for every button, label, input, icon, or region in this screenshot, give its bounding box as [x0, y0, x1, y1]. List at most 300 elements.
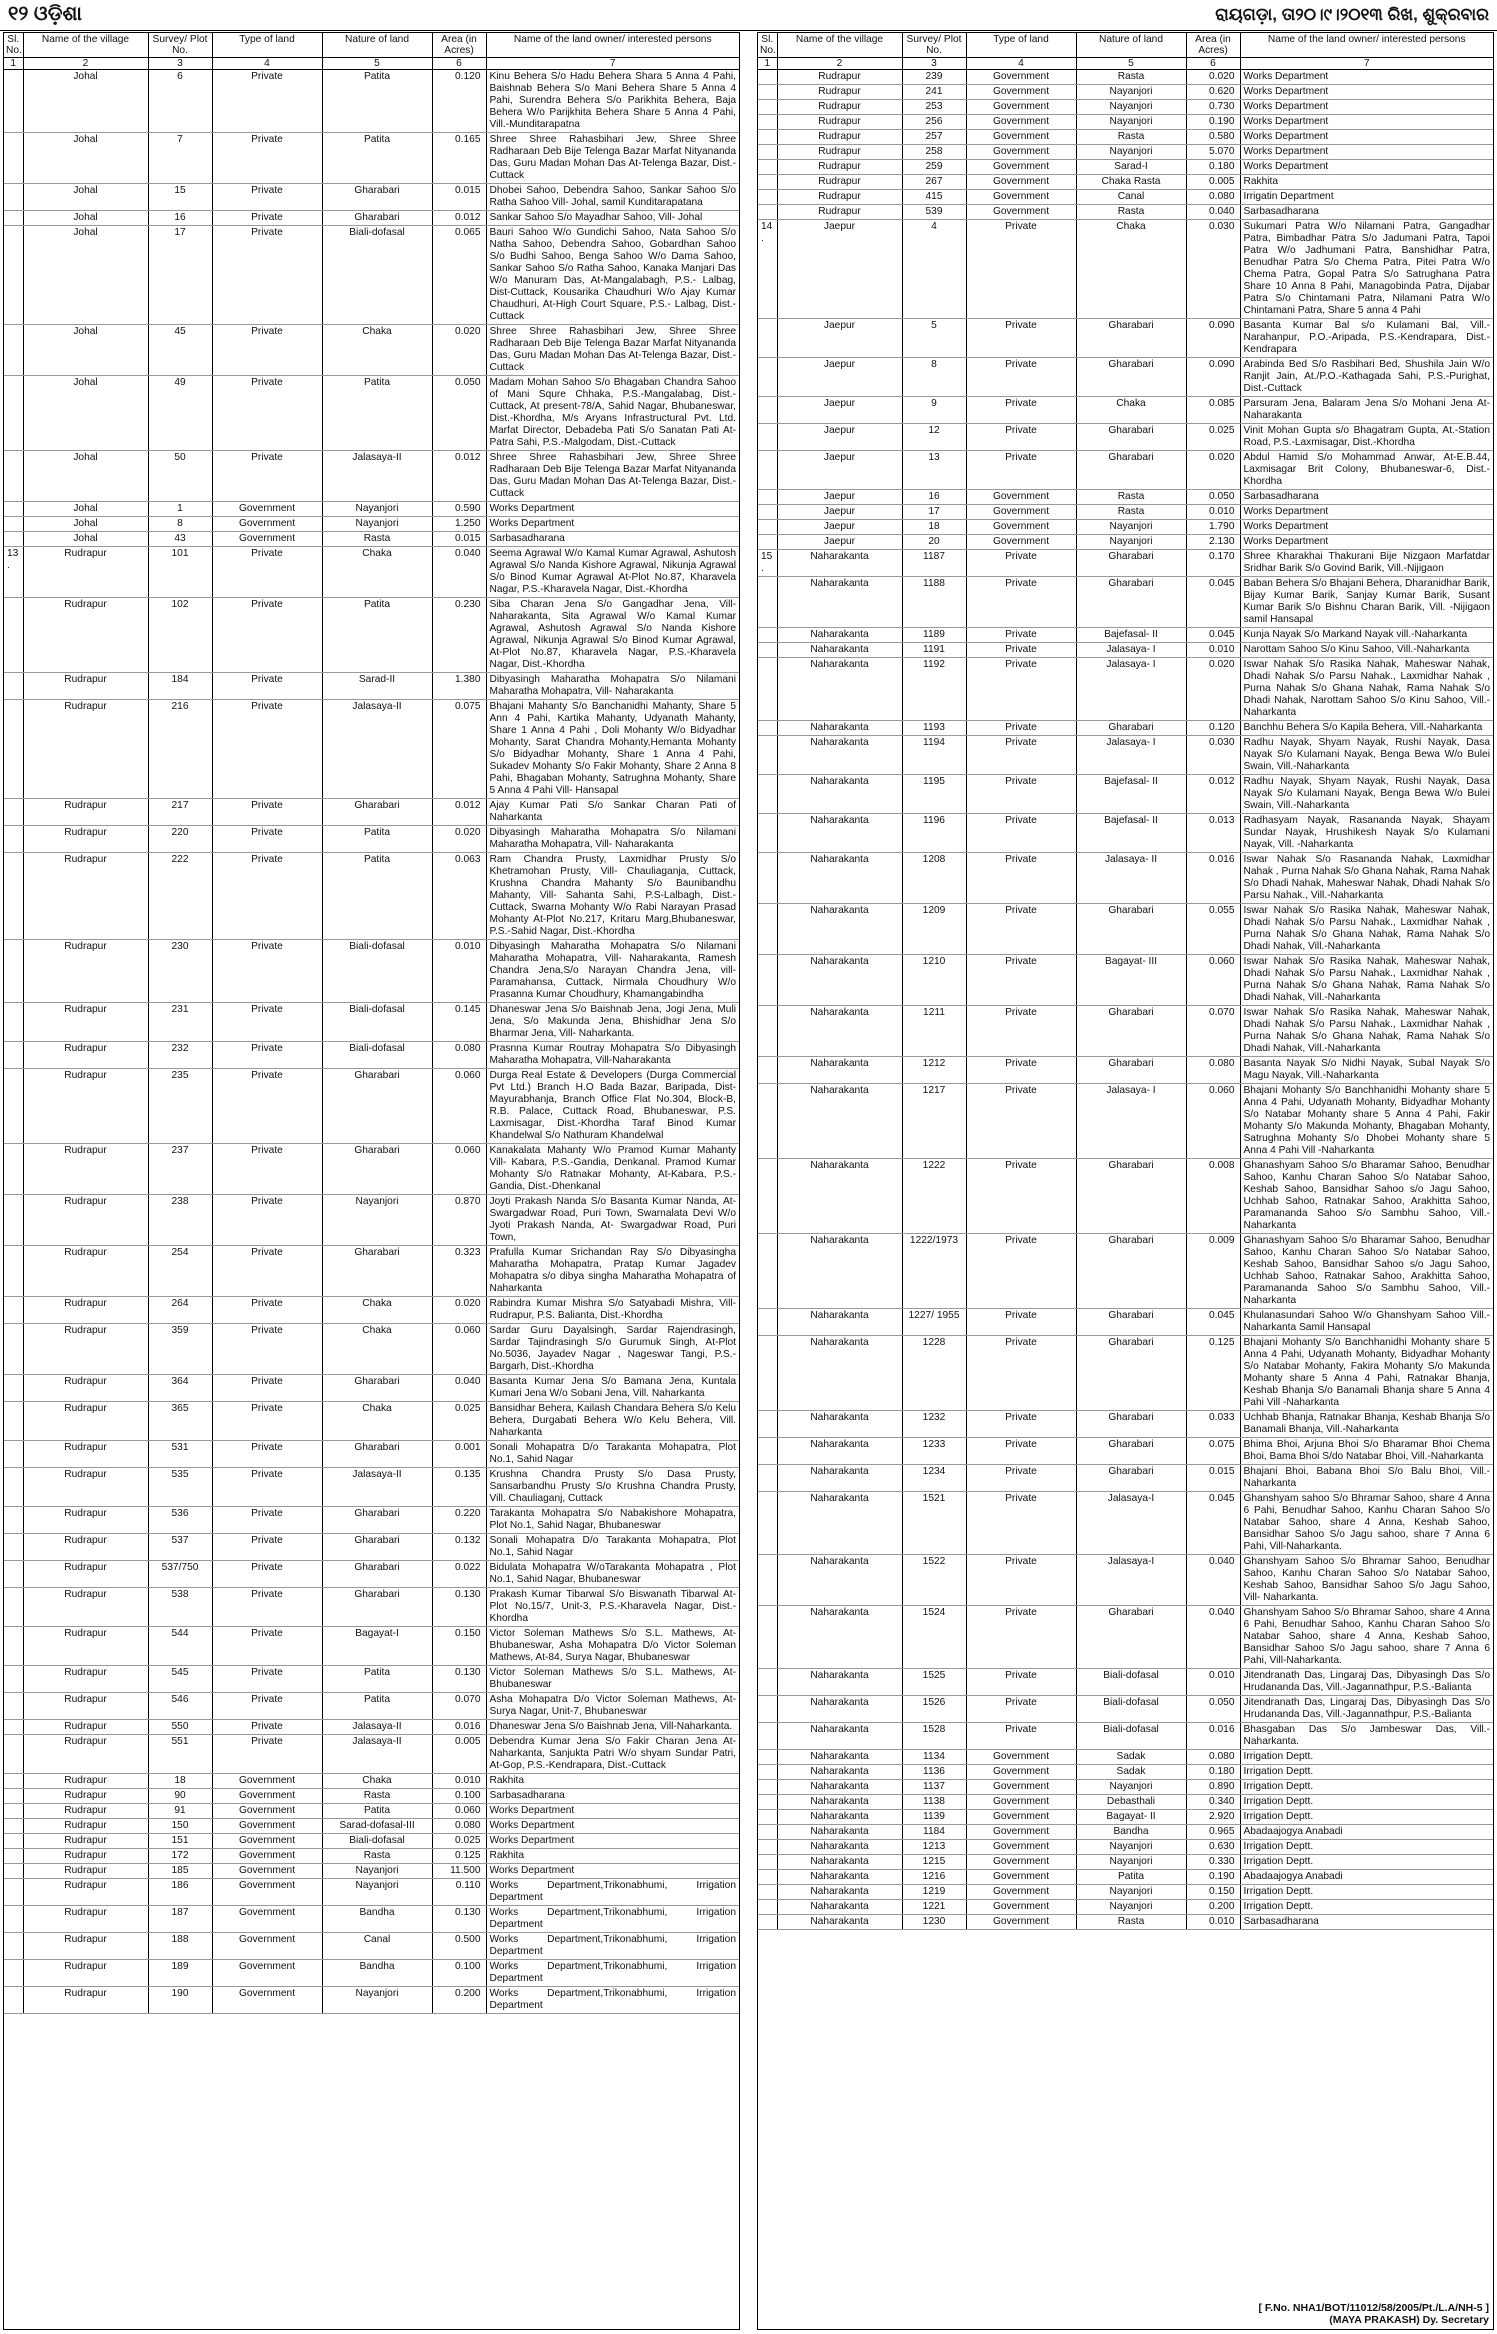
cell-owner: Works Department	[1240, 100, 1493, 115]
cell-area: 0.045	[1186, 577, 1240, 628]
cell-owner: Dhobei Sahoo, Debendra Sahoo, Sankar Sahoo S/o Ratha Sahoo Vill- Johal, samil Kunditarapatana	[486, 184, 739, 211]
cell-type: Private	[966, 1669, 1076, 1696]
cell-owner: Irrigation Deptt.	[1240, 1840, 1493, 1855]
cell-owner: Irrigation Deptt.	[1240, 1795, 1493, 1810]
cell-nature: Patita	[322, 70, 432, 133]
cell-sl	[758, 1438, 777, 1465]
cell-village: Rudrapur	[777, 175, 902, 190]
page-header	[0, 0, 1497, 31]
cell-type: Private	[212, 1144, 322, 1195]
table-row	[4, 184, 739, 211]
cell-nature: Nayanjori	[1076, 115, 1186, 130]
cell-type: Private	[212, 1507, 322, 1534]
cell-owner: Dhaneswar Jena S/o Baishnab Jena, Jogi Jena, Muli Jena, S/o Makunda Jena, Bhishidhar Jena S/o Bharmar Jena, Vill- Naharkanta.	[486, 1003, 739, 1042]
cell-nature: Biali-dofasal	[322, 1042, 432, 1069]
cell-type: Private	[966, 658, 1076, 721]
cell-nature: Bajefasal- II	[1076, 628, 1186, 643]
table-row	[4, 673, 739, 700]
cell-area: 0.080	[1186, 190, 1240, 205]
cell-type: Government	[966, 1825, 1076, 1840]
cell-nature: Bandha	[1076, 1825, 1186, 1840]
cell-nature: Biali-dofasal	[1076, 1669, 1186, 1696]
cell-type: Government	[966, 205, 1076, 220]
cell-area: 0.130	[432, 1588, 486, 1627]
cell-area: 0.110	[432, 1879, 486, 1906]
cell-owner: Works Department	[1240, 520, 1493, 535]
cell-plot: 185	[148, 1864, 212, 1879]
table-row	[758, 1006, 1493, 1057]
cell-owner: Dibyasingh Maharatha Mohapatra S/o Nilamani Maharatha Mohapatra, Vill- Naharakanta, Ramesh Chandra Jena,S/o Narayan Chandra Jena, vill- Paramahansa, Cuttack, Nirmala Choudhury W/o Prasanna Kumar Choudhury, Khamangabindha	[486, 940, 739, 1003]
cell-nature: Chaka Rasta	[1076, 175, 1186, 190]
cell-type: Private	[966, 220, 1076, 319]
cell-owner: Krushna Chandra Prusty S/o Dasa Prusty, Sansarbandhu Prusty S/o Krushna Chandra Prusty, Vill. Chauliaganj, Cuttack	[486, 1468, 739, 1507]
cell-nature: Gharabari	[322, 1375, 432, 1402]
cell-nature: Gharabari	[1076, 1438, 1186, 1465]
cell-owner: Bidulata Mohapatra W/oTarakanta Mohapatra , Plot No.1, Sahid Nagar, Bhubaneswar	[486, 1561, 739, 1588]
cell-sl	[758, 1234, 777, 1309]
cell-area: 0.130	[432, 1906, 486, 1933]
cell-village: Rudrapur	[23, 598, 148, 673]
cell-sl	[4, 1297, 23, 1324]
cell-owner: Banchhu Behera S/o Kapila Behera, Vill.-Naharkanta	[1240, 721, 1493, 736]
cell-sl	[4, 940, 23, 1003]
cell-area: 0.130	[432, 1666, 486, 1693]
cell-sl	[4, 1246, 23, 1297]
cell-nature: Chaka	[322, 1402, 432, 1441]
cell-nature: Rasta	[1076, 70, 1186, 85]
cell-sl	[758, 451, 777, 490]
cell-plot: 538	[148, 1588, 212, 1627]
cell-owner: Works Department	[1240, 115, 1493, 130]
table-row	[4, 1879, 739, 1906]
cell-sl	[758, 904, 777, 955]
cell-sl	[758, 85, 777, 100]
cell-nature: Jalasaya-II	[322, 1720, 432, 1735]
cell-village: Rudrapur	[23, 826, 148, 853]
cell-village: Rudrapur	[23, 1864, 148, 1879]
table-row	[758, 319, 1493, 358]
table-row	[758, 505, 1493, 520]
cell-area: 0.010	[1186, 1915, 1240, 1930]
cell-type: Government	[966, 1765, 1076, 1780]
cell-area: 0.170	[1186, 550, 1240, 577]
cell-village: Jaepur	[777, 535, 902, 550]
table-row	[758, 1810, 1493, 1825]
cell-village: Naharakanta	[777, 1840, 902, 1855]
cell-owner: Works Department	[486, 1834, 739, 1849]
cell-nature: Gharabari	[322, 184, 432, 211]
table-row	[4, 1069, 739, 1144]
cell-type: Private	[212, 1693, 322, 1720]
cell-owner: Radhasyam Nayak, Rasananda Nayak, Shayam Sundar Nayak, Hrushikesh Nayak S/o Kulamani Nayak, Vill. -Naharkanta	[1240, 814, 1493, 853]
cell-type: Government	[966, 1810, 1076, 1825]
cell-plot: 6	[148, 70, 212, 133]
cell-village: Naharakanta	[777, 1795, 902, 1810]
col-num: 5	[1076, 58, 1186, 70]
col-num: 3	[902, 58, 966, 70]
cell-sl	[758, 535, 777, 550]
cell-sl	[4, 1534, 23, 1561]
cell-owner: Works Department,Trikonabhumi, Irrigation Department	[486, 1906, 739, 1933]
cell-type: Private	[966, 904, 1076, 955]
cell-sl	[758, 1159, 777, 1234]
cell-type: Government	[966, 160, 1076, 175]
cell-type: Government	[212, 1774, 322, 1789]
cell-plot: 1209	[902, 904, 966, 955]
cell-sl	[758, 1669, 777, 1696]
cell-sl	[758, 160, 777, 175]
cell-plot: 531	[148, 1441, 212, 1468]
cell-village: Rudrapur	[23, 1534, 148, 1561]
cell-area: 0.012	[1186, 775, 1240, 814]
cell-plot: 1526	[902, 1696, 966, 1723]
cell-village: Naharakanta	[777, 1006, 902, 1057]
cell-owner: Bansidhar Behera, Kailash Chandara Behera S/o Kelu Behera, Durgabati Behera W/o Kelu Behera, Vill. Naharkanta	[486, 1402, 739, 1441]
cell-nature: Gharabari	[322, 1561, 432, 1588]
table-row	[758, 535, 1493, 550]
cell-owner: Rakhita	[486, 1774, 739, 1789]
cell-village: Naharakanta	[777, 1411, 902, 1438]
cell-nature: Gharabari	[1076, 1234, 1186, 1309]
cell-plot: 550	[148, 1720, 212, 1735]
cell-village: Naharakanta	[777, 775, 902, 814]
cell-village: Rudrapur	[23, 1834, 148, 1849]
cell-owner: Works Department,Trikonabhumi, Irrigation Department	[486, 1987, 739, 2014]
cell-area: 0.012	[432, 799, 486, 826]
cell-area: 11.500	[432, 1864, 486, 1879]
table-row	[4, 1906, 739, 1933]
cell-type: Private	[966, 1006, 1076, 1057]
cell-sl	[4, 700, 23, 799]
cell-owner: Irrigatin Department	[1240, 190, 1493, 205]
cell-plot: 101	[148, 547, 212, 598]
cell-type: Government	[966, 520, 1076, 535]
cell-village: Jaepur	[777, 505, 902, 520]
cell-type: Private	[212, 1402, 322, 1441]
cell-village: Rudrapur	[23, 1042, 148, 1069]
cell-village: Rudrapur	[23, 1720, 148, 1735]
cell-area: 0.075	[432, 700, 486, 799]
cell-village: Rudrapur	[23, 799, 148, 826]
cell-area: 0.065	[432, 226, 486, 325]
cell-sl	[4, 211, 23, 226]
cell-area: 0.010	[432, 940, 486, 1003]
cell-plot: 1524	[902, 1606, 966, 1669]
table-row	[758, 1825, 1493, 1840]
table-row	[4, 1774, 739, 1789]
table-row	[758, 1555, 1493, 1606]
table-row	[4, 853, 739, 940]
table-row	[4, 1735, 739, 1774]
cell-owner: Works Department	[1240, 160, 1493, 175]
cell-nature: Chaka	[322, 1774, 432, 1789]
cell-area: 0.020	[432, 826, 486, 853]
cell-area: 0.060	[1186, 1084, 1240, 1159]
cell-owner: Victor Soleman Mathews S/o S.L. Mathews, At-Bhubaneswar	[486, 1666, 739, 1693]
cell-type: Private	[212, 211, 322, 226]
cell-nature: Gharabari	[1076, 358, 1186, 397]
cell-owner: Shree Shree Rahasbihari Jew, Shree Shree Radharaan Deb Bije Telenga Bazar Marfat Nityananda Das, Guru Madan Mohan Das At-Telenga Bazar, Dist.-Cuttack	[486, 133, 739, 184]
cell-plot: 237	[148, 1144, 212, 1195]
cell-owner: Abdul Hamid S/o Mohammad Anwar, At-E.B.44, Laxmisagar Brit Colony, Bhubaneswar-6, Dist.-Khordha	[1240, 451, 1493, 490]
cell-sl	[758, 1606, 777, 1669]
cell-owner: Iswar Nahak S/o Rasika Nahak, Maheswar Nahak, Dhadi Nahak S/o Parsu Nahak., Laxmidhar Nahak , Purna Nahak S/o Ghana Nahak, Rama Nahak S/o Dhadi Nahak, Vill.-Naharkanta	[1240, 904, 1493, 955]
table-row	[4, 1960, 739, 1987]
cell-area: 0.630	[1186, 1840, 1240, 1855]
cell-type: Private	[966, 775, 1076, 814]
cell-type: Government	[966, 1795, 1076, 1810]
cell-plot: 364	[148, 1375, 212, 1402]
cell-nature: Jalasaya- II	[1076, 853, 1186, 904]
cell-sl	[4, 1324, 23, 1375]
cell-owner: Prafulla Kumar Srichandan Ray S/o Dibyasingha Maharatha Mohapatra, Pratap Kumar Jagadev Mohapatra s/o dibya singha Maharatha Mohapatra of Naharkanta	[486, 1246, 739, 1297]
cell-type: Private	[966, 451, 1076, 490]
cell-nature: Jalasaya- I	[1076, 1084, 1186, 1159]
cell-nature: Rasta	[1076, 130, 1186, 145]
cell-type: Government	[212, 1849, 322, 1864]
cell-village: Rudrapur	[23, 1324, 148, 1375]
col-num: 6	[1186, 58, 1240, 70]
table-row	[4, 70, 739, 133]
cell-type: Private	[212, 673, 322, 700]
cell-plot: 18	[902, 520, 966, 535]
col-nature: Nature of land	[322, 33, 432, 58]
cell-area: 0.730	[1186, 100, 1240, 115]
cell-type: Private	[966, 1465, 1076, 1492]
cell-village: Rudrapur	[23, 1789, 148, 1804]
cell-plot: 90	[148, 1789, 212, 1804]
cell-village: Naharakanta	[777, 1885, 902, 1900]
cell-plot: 4	[902, 220, 966, 319]
cell-area: 0.620	[1186, 85, 1240, 100]
cell-type: Government	[212, 1879, 322, 1906]
cell-sl	[758, 505, 777, 520]
cell-sl	[4, 853, 23, 940]
cell-type: Private	[966, 1411, 1076, 1438]
cell-village: Rudrapur	[23, 940, 148, 1003]
table-row	[4, 1441, 739, 1468]
cell-type: Government	[966, 1900, 1076, 1915]
cell-plot: 264	[148, 1297, 212, 1324]
cell-type: Private	[212, 1735, 322, 1774]
cell-area: 0.220	[432, 1507, 486, 1534]
cell-type: Government	[966, 490, 1076, 505]
cell-plot: 1222	[902, 1159, 966, 1234]
cell-owner: Sonali Mohapatra D/o Tarakanta Mohapatra, Plot No.1, Sahid Nagar	[486, 1441, 739, 1468]
cell-village: Naharakanta	[777, 628, 902, 643]
cell-nature: Patita	[322, 133, 432, 184]
cell-nature: Chaka	[322, 547, 432, 598]
cell-owner: Asha Mohapatra D/o Victor Soleman Mathews, At-Surya Nagar, Unit-7, Bhubaneswar	[486, 1693, 739, 1720]
cell-plot: 537	[148, 1534, 212, 1561]
cell-village: Naharakanta	[777, 1606, 902, 1669]
cell-village: Rudrapur	[777, 130, 902, 145]
table-row	[758, 424, 1493, 451]
table-row	[758, 1696, 1493, 1723]
table-row	[4, 1819, 739, 1834]
cell-village: Rudrapur	[23, 1906, 148, 1933]
cell-type: Private	[212, 184, 322, 211]
cell-owner: Radhu Nayak, Shyam Nayak, Rushi Nayak, Dasa Nayak S/o Kulamani Nayak, Benga Bewa W/o Bulei Swain, Vill.-Naharkanta	[1240, 736, 1493, 775]
cell-type: Private	[212, 226, 322, 325]
cell-area: 0.230	[432, 598, 486, 673]
table-row	[4, 325, 739, 376]
cell-area: 0.040	[432, 547, 486, 598]
table-row	[4, 1144, 739, 1195]
cell-village: Rudrapur	[23, 700, 148, 799]
cell-plot: 1208	[902, 853, 966, 904]
cell-owner: Bhajani Bhoi, Babana Bhoi S/o Balu Bhoi, Vill.-Naharkanta	[1240, 1465, 1493, 1492]
cell-plot: 13	[902, 451, 966, 490]
cell-village: Naharakanta	[777, 1696, 902, 1723]
cell-type: Private	[212, 325, 322, 376]
cell-plot: 1189	[902, 628, 966, 643]
table-row	[4, 1933, 739, 1960]
cell-plot: 9	[902, 397, 966, 424]
cell-area: 0.010	[1186, 1669, 1240, 1696]
cell-village: Naharakanta	[777, 1438, 902, 1465]
cell-plot: 258	[902, 145, 966, 160]
cell-nature: Patita	[322, 598, 432, 673]
col-type: Type of land	[966, 33, 1076, 58]
table-row	[4, 376, 739, 451]
cell-owner: Ghanshyam sahoo S/o Bhramar Sahoo, share 4 Anna 6 Pahi, Benudhar Sahoo, Kanhu Charan Sahoo S/o Natabar Sahoo, share 4 Anna, Keshab Sahoo, Bansidhar Sahoo S/o Jagu sahoo, share 7 Anna 6 Pahi, Vill-Naharkanta.	[1240, 1492, 1493, 1555]
cell-sl	[758, 577, 777, 628]
cell-type: Private	[212, 826, 322, 853]
table-row	[758, 904, 1493, 955]
cell-area: 0.010	[432, 1774, 486, 1789]
cell-nature: Bandha	[322, 1906, 432, 1933]
cell-sl	[4, 1468, 23, 1507]
cell-village: Naharakanta	[777, 721, 902, 736]
cell-owner: Irrigation Deptt.	[1240, 1765, 1493, 1780]
cell-area: 0.030	[1186, 220, 1240, 319]
cell-type: Government	[212, 1933, 322, 1960]
cell-owner: Works Department	[486, 1804, 739, 1819]
cell-nature: Gharabari	[322, 1534, 432, 1561]
cell-owner: Sarbasadharana	[1240, 490, 1493, 505]
cell-village: Rudrapur	[23, 1879, 148, 1906]
cell-type: Private	[966, 550, 1076, 577]
cell-type: Private	[966, 955, 1076, 1006]
cell-nature: Sadak	[1076, 1765, 1186, 1780]
cell-village: Jaepur	[777, 220, 902, 319]
cell-nature: Nayanjori	[1076, 520, 1186, 535]
cell-area: 0.100	[432, 1960, 486, 1987]
cell-plot: 1192	[902, 658, 966, 721]
table-row	[4, 1627, 739, 1666]
cell-plot: 43	[148, 532, 212, 547]
cell-owner: Works Department	[1240, 130, 1493, 145]
cell-type: Private	[966, 628, 1076, 643]
cell-type: Government	[212, 532, 322, 547]
table-row	[758, 145, 1493, 160]
cell-type: Private	[966, 577, 1076, 628]
col-num: 2	[777, 58, 902, 70]
col-num: 7	[1240, 58, 1493, 70]
col-plot: Survey/ Plot No.	[902, 33, 966, 58]
table-row	[758, 1606, 1493, 1669]
cell-type: Private	[966, 1555, 1076, 1606]
cell-area: 0.085	[1186, 397, 1240, 424]
cell-plot: 1217	[902, 1084, 966, 1159]
cell-sl	[4, 70, 23, 133]
signatory: (MAYA PRAKASH) Dy. Secretary	[1329, 2314, 1489, 2326]
cell-nature: Jalasaya-II	[322, 1735, 432, 1774]
cell-nature: Biali-dofasal	[322, 940, 432, 1003]
cell-plot: 12	[902, 424, 966, 451]
table-header	[4, 33, 739, 70]
table-row	[4, 1324, 739, 1375]
cell-sl	[758, 1084, 777, 1159]
cell-sl	[758, 1855, 777, 1870]
cell-area: 0.060	[432, 1144, 486, 1195]
cell-village: Rudrapur	[23, 1003, 148, 1042]
cell-owner: Sankar Sahoo S/o Mayadhar Sahoo, Vill- Johal	[486, 211, 739, 226]
col-num: 4	[966, 58, 1076, 70]
cell-type: Private	[966, 1234, 1076, 1309]
cell-village: Rudrapur	[23, 673, 148, 700]
cell-village: Rudrapur	[23, 1246, 148, 1297]
cell-plot: 1187	[902, 550, 966, 577]
cell-plot: 220	[148, 826, 212, 853]
cell-owner: Basanta Kumar Bal s/o Kulamani Bal, Vill.-Narahanpur, P.O.-Aripada, P.S.-Kendrapara, Dist.-Kendrapara	[1240, 319, 1493, 358]
table-row	[758, 85, 1493, 100]
cell-plot: 254	[148, 1246, 212, 1297]
col-num: 5	[322, 58, 432, 70]
cell-type: Government	[966, 1870, 1076, 1885]
cell-nature: Sarad-dofasal-III	[322, 1819, 432, 1834]
cell-plot: 17	[148, 226, 212, 325]
cell-area: 0.080	[432, 1819, 486, 1834]
cell-owner: Ghanshyam Sahoo S/o Bhramar Sahoo, share 4 Anna 6 Pahi, Benudhar Sahoo, Kanhu Charan Sahoo S/o Natabar Sahoo, share 4 Anna, Keshab Sahoo, Bansidhar Sahoo S/o Jagu sahoo, share 7 Anna 6 Pahi, Vill-Naharkanta.	[1240, 1606, 1493, 1669]
cell-type: Private	[966, 1492, 1076, 1555]
cell-village: Johal	[23, 70, 148, 133]
cell-sl	[4, 1960, 23, 1987]
cell-type: Government	[966, 1780, 1076, 1795]
cell-area: 0.050	[1186, 490, 1240, 505]
cell-sl	[4, 598, 23, 673]
cell-sl	[4, 1693, 23, 1720]
table-row	[4, 547, 739, 598]
cell-owner: Khulanasundari Sahoo W/o Ghanshyam Sahoo Vill.-Naharkanta Samil Hansapal	[1240, 1309, 1493, 1336]
cell-area: 0.200	[432, 1987, 486, 2014]
col-village: Name of the village	[23, 33, 148, 58]
cell-nature: Bajefasal- II	[1076, 814, 1186, 853]
cell-village: Naharakanta	[777, 1810, 902, 1825]
cell-nature: Nayanjori	[322, 1195, 432, 1246]
cell-owner: Siba Charan Jena S/o Gangadhar Jena, Vill-Naharakanta, Sita Agrawal W/o Kamal Kumar Agrawal, Ashutosh Agrawal S/o Nanda Kishore Agrawal, Nikunja Agrawal S/o Binod Kumar Agrawal, At-Plot No.87, Kharavela Nagar, P.S.-Kharavela Nagar, Dist.-Khordha	[486, 598, 739, 673]
cell-village: Rudrapur	[23, 547, 148, 598]
cell-nature: Patita	[322, 1804, 432, 1819]
cell-type: Government	[966, 1915, 1076, 1930]
cell-nature: Biali-dofasal	[322, 1834, 432, 1849]
cell-sl	[4, 1588, 23, 1627]
table-row	[758, 1159, 1493, 1234]
cell-type: Private	[212, 376, 322, 451]
cell-village: Johal	[23, 325, 148, 376]
table-row	[4, 700, 739, 799]
cell-plot: 1195	[902, 775, 966, 814]
cell-village: Naharakanta	[777, 1492, 902, 1555]
table-row	[758, 628, 1493, 643]
table-row	[758, 520, 1493, 535]
cell-owner: Bhajani Mahanty S/o Banchanidhi Mahanty, Share 5 Ann 4 Pahi, Kartika Mahanty, Udyanath Mahanty, Share 1 Anna 4 Pahi , Doli Mohanty W/o Bidyadhar Mohanty, Sarat Chandra Mohanty,Hemanta Mohanty S/o Bidyadhar Mohanty, Share 1 Anna 4 Pahi, Sukadev Mohanty S/o Fakir Mohanty, Share 2 Anna 8 Pahi, Bhagaban Mohanty, Satrughna Mohanty, Share 5 Anna 4 Pahi Vill- Hansapal	[486, 700, 739, 799]
table-row	[4, 1849, 739, 1864]
cell-village: Rudrapur	[23, 1933, 148, 1960]
cell-sl	[4, 1849, 23, 1864]
cell-sl	[758, 1555, 777, 1606]
